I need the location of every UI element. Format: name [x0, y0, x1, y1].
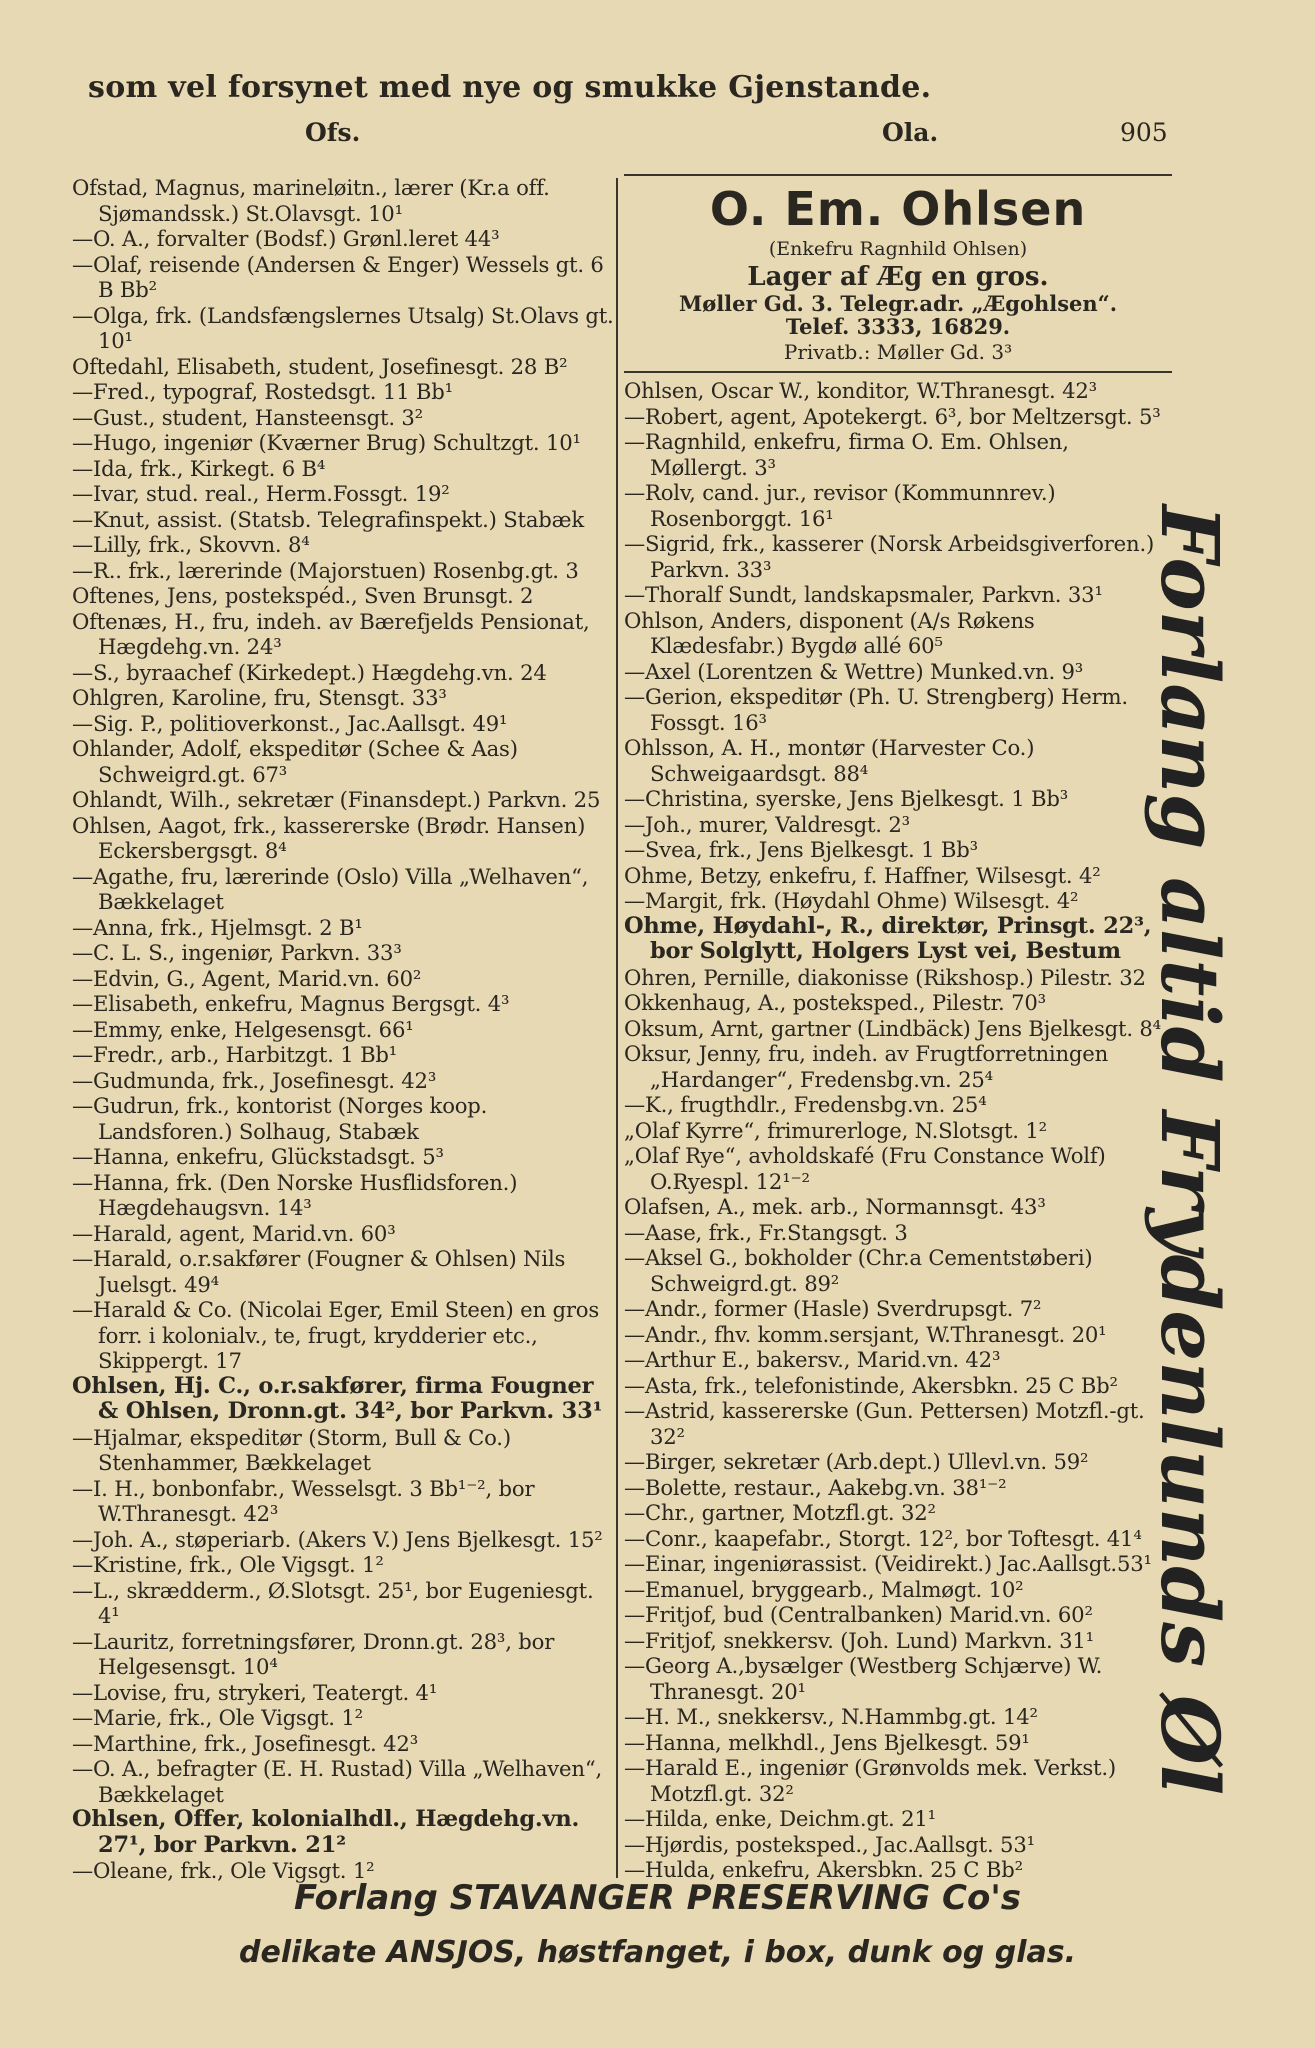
directory-entry: —H. M., snekkersv., N.Hammbg.gt. 14²: [624, 1704, 1038, 1729]
directory-entry: —Margit, frk. (Høydahl Ohme) Wilsesgt. 4²: [624, 888, 1079, 913]
directory-entry: Okkenhaug, A., posteksped., Pilestr. 70³: [624, 990, 1046, 1015]
directory-entry: —Conr., kaapefabr., Storgt. 12², bor Toftesgt. 41⁴: [624, 1525, 1142, 1551]
directory-entry: —Rolv, cand. jur., revisor (Kommunnrev.) Rosenborggt. 16¹: [624, 480, 1056, 531]
ad-private-address: Privatb.: Møller Gd. 3³: [783, 340, 1013, 364]
directory-entry: —Gust., student, Hansteensgt. 3²: [72, 404, 423, 430]
directory-entry: —Oleane, frk., Ole Vigsgt. 1²: [72, 1858, 375, 1883]
directory-entry: Ohlson, Anders, disponent (A/s Røkens Klædesfabr.) Bygdø allé 60⁵: [624, 607, 1035, 658]
directory-entry: „Olaf Rye“, avholdskafé (Fru Constance Wolf) O.Ryespl. 12¹⁻²: [624, 1143, 1106, 1194]
directory-entry: Oftedahl, Elisabeth, student, Josefinesgt. 28 B²: [72, 353, 568, 379]
directory-entry: —Joh. A., støperiarb. (Akers V.) Jens Bjelkesgt. 15²: [72, 1526, 603, 1552]
directory-entry: —Bolette, restaur., Aakebg.vn. 38¹⁻²: [624, 1474, 1007, 1500]
ad-telephone: Telef. 3333, 16829.: [785, 314, 1011, 339]
directory-entry: Oksum, Arnt, gartner (Lindbäck) Jens Bjelkesgt. 8⁴: [624, 1015, 1161, 1041]
directory-entry: —Sig. P., politioverkonst., Jac.Aallsgt. 49¹: [72, 710, 508, 736]
directory-entry: —O. A., forvalter (Bodsf.) Grønl.leret 44³: [72, 226, 500, 251]
directory-entry: —Lilly, frk., Skovvn. 8⁴: [72, 532, 310, 557]
directory-entry: Ohlandt, Wilh., sekretær (Finansdept.) Parkvn. 25: [72, 787, 601, 812]
ad-company-name: O. Em. Ohlsen: [709, 182, 1087, 236]
side-ad-text: Forlang altid Frydenlunds Øl: [1143, 505, 1237, 1796]
directory-entry: —Andr., fhv. komm.sersjant, W.Thranesgt. 20¹: [624, 1321, 1107, 1347]
side-advertisement: [1143, 505, 1292, 1796]
directory-entry: —Kristine, frk., Ole Vigsgt. 1²: [72, 1552, 384, 1577]
directory-entry: —Emanuel, bryggearb., Malmøgt. 10²: [624, 1576, 1024, 1602]
directory-entry: —Andr., former (Hasle) Sverdrupsgt. 7²: [624, 1296, 1042, 1321]
left-column: [72, 175, 614, 1884]
directory-entry: —Elisabeth, enkefru, Magnus Bergsgt. 4³: [72, 991, 510, 1016]
running-head-middle: Ola.: [882, 118, 939, 147]
directory-entry: —Ivar, stud. real., Herm.Fossgt. 19²: [72, 481, 450, 506]
directory-entry: —Hanna, frk. (Den Norske Husflidsforen.) Hægdehaugsvn. 14³: [72, 1169, 518, 1220]
directory-entry: —S., byraachef (Kirkedept.) Hægdehg.vn. 24: [72, 659, 547, 685]
directory-entry: Ohme, Høydahl-, R., direktør, Prinsgt. 22³, bor Solglytt, Holgers Lyst vei, Bestum: [624, 912, 1152, 964]
directory-entry: —Fred., typograf, Rostedsgt. 11 Bb¹: [72, 379, 453, 404]
right-column: [624, 378, 1172, 1883]
ad-lager: Lager af Æg en gros.: [747, 262, 1049, 292]
directory-entry: —Anna, frk., Hjelmsgt. 2 B¹: [72, 914, 363, 940]
directory-entry: —Gerion, ekspeditør (Ph. U. Strengberg) Herm. Fossgt. 16³: [624, 684, 1128, 735]
directory-entry: —Harald, agent, Marid.vn. 60³: [72, 1220, 396, 1246]
directory-entry: —Aase, frk., Fr.Stangsgt. 3: [624, 1219, 908, 1245]
bottom-advertisement-line-1: Forlang STAVANGER PRESERVING Co's: [294, 1878, 1021, 1918]
directory-entry: —K., frugthdlr., Fredensbg.vn. 25⁴: [624, 1092, 987, 1117]
directory-entry: Oksur, Jenny, fru, indeh. av Frugtforretningen „Hardanger“, Fredensbg.vn. 25⁴: [624, 1041, 1109, 1092]
directory-entry: —Fritjof, bud (Centralbanken) Marid.vn. 60²: [624, 1602, 1093, 1627]
directory-entry: Ohlsen, Offer, kolonialhdl., Hægdehg.vn. 27¹, bor Parkvn. 21²: [72, 1806, 580, 1858]
directory-entry: —Sigrid, frk., kasserer (Norsk Arbeidsgiverforen.) Parkvn. 33³: [624, 531, 1155, 582]
directory-entry: Ohlander, Adolf, ekspeditør (Schee & Aas) Schweigrd.gt. 67³: [72, 736, 518, 787]
directory-entry: —C. L. S., ingeniør, Parkvn. 33³: [72, 940, 402, 965]
directory-entry: Ohlgren, Karoline, fru, Stensgt. 33³: [72, 685, 447, 710]
ad-subtitle: (Enkefru Ragnhild Ohlsen): [768, 238, 1028, 260]
directory-entry: —Arthur E., bakersv., Marid.vn. 42³: [624, 1347, 1001, 1372]
directory-entry: —Gudmunda, frk., Josefinesgt. 42³: [72, 1067, 437, 1093]
directory-entry: Ohlsen, Aagot, frk., kassererske (Brødr. Hansen) Eckersbergsgt. 8⁴: [72, 812, 586, 863]
directory-entry: —Gudrun, frk., kontorist (Norges koop. Landsforen.) Solhaug, Stabæk: [72, 1093, 488, 1144]
directory-entry: —Asta, frk., telefonistinde, Akersbkn. 25 C Bb²: [624, 1372, 1118, 1398]
directory-entry: —Hanna, melkhdl., Jens Bjelkesgt. 59¹: [624, 1729, 1030, 1755]
directory-entry: —Hugo, ingeniør (Kværner Brug) Schultzgt. 10¹: [72, 430, 581, 455]
ad-address: Møller Gd. 3. Telegr.adr. „Ægohlsen“.: [678, 291, 1118, 316]
directory-entry: —Joh., murer, Valdresgt. 2³: [624, 811, 910, 837]
directory-entry: „Olaf Kyrre“, frimurerloge, N.Slotsgt. 1²: [624, 1117, 1047, 1143]
directory-entry: —Christina, syerske, Jens Bjelkesgt. 1 Bb³: [624, 786, 1069, 811]
directory-entry: —Robert, agent, Apotekergt. 6³, bor Meltzersgt. 5³: [624, 403, 1161, 429]
directory-entry: —Einar, ingeniørassist. (Veidirekt.) Jac.Aallsgt.53¹: [624, 1551, 1152, 1576]
directory-entry: —Fredr., arb., Harbitzgt. 1 Bb¹: [72, 1042, 398, 1067]
directory-entry: —Hilda, enke, Deichm.gt. 21¹: [624, 1806, 936, 1831]
top-advertisement: som vel forsynet med nye og smukke Gjenstande.: [88, 70, 932, 105]
directory-entry: —I. H., bonbonfabr., Wesselsgt. 3 Bb¹⁻², bor W.Thranesgt. 42³: [72, 1475, 535, 1526]
directory-entry: —Ragnhild, enkefru, firma O. Em. Ohlsen, Møllergt. 3³: [624, 429, 1069, 480]
directory-entry: —Hulda, enkefru, Akersbkn. 25 C Bb²: [624, 1857, 1023, 1882]
directory-entry: —Fritjof, snekkersv. (Joh. Lund) Markvn. 31¹: [624, 1627, 1094, 1653]
directory-entry: —Hjalmar, ekspeditør (Storm, Bull & Co.) Stenhammer, Bækkelaget: [72, 1424, 511, 1475]
directory-entry: —Thoralf Sundt, landskapsmaler, Parkvn. 33¹: [624, 582, 1103, 607]
column-divider: [616, 178, 618, 1878]
directory-entry: —Birger, sekretær (Arb.dept.) Ullevl.vn. 59²: [624, 1449, 1089, 1474]
directory-entry: Ohren, Pernille, diakonisse (Rikshosp.) Pilestr. 32: [624, 964, 1146, 990]
directory-entry: —Aksel G., bokholder (Chr.a Cementstøberi) Schweigrd.gt. 89²: [624, 1245, 1093, 1296]
directory-entry: —L., skrædderm., Ø.Slotsgt. 25¹, bor Eugeniesgt. 4¹: [72, 1577, 594, 1628]
bottom-advertisement-line-2: delikate ANSJOS, høstfanget, i box, dunk og glas.: [239, 1935, 1076, 1970]
directory-entry: —Ida, frk., Kirkegt. 6 B⁴: [72, 455, 326, 481]
directory-entry: Ohlsen, Hj. C., o.r.sakfører, firma Fougner & Ohlsen, Dronn.gt. 34², bor Parkvn. 33¹: [72, 1372, 603, 1424]
directory-entry: Ohlsson, A. H., montør (Harvester Co.) Schweigaardsgt. 88⁴: [624, 735, 1035, 786]
directory-entry: —Hjørdis, posteksped., Jac.Aallsgt. 53¹: [624, 1831, 1035, 1857]
directory-entry: —Hanna, enkefru, Glückstadsgt. 5³: [72, 1144, 444, 1169]
directory-entry: —Harald E., ingeniør (Grønvolds mek. Verkst.) Motzfl.gt. 32²: [624, 1755, 1116, 1806]
directory-entry: —Axel (Lorentzen & Wettre) Munked.vn. 9³: [624, 658, 1084, 684]
directory-entry: —Edvin, G., Agent, Marid.vn. 60²: [72, 965, 422, 991]
directory-entry: —Chr., gartner, Motzfl.gt. 32²: [624, 1500, 936, 1525]
directory-entry: Ohme, Betzy, enkefru, f. Haffner, Wilsesgt. 4²: [624, 862, 1101, 888]
directory-entry: —Olga, frk. (Landsfængslernes Utsalg) St.Olavs gt. 10¹: [72, 302, 614, 353]
directory-entry: —Svea, frk., Jens Bjelkesgt. 1 Bb³: [624, 837, 978, 862]
ohlsen-advertisement: [624, 174, 1172, 373]
directory-entry: Ohlsen, Oscar W., konditor, W.Thranesgt. 42³: [624, 378, 1097, 403]
directory-entry: Ofstad, Magnus, marineløitn., lærer (Kr.a off. Sjømandssk.) St.Olavsgt. 10¹: [72, 175, 550, 226]
directory-entry: —Georg A.,bysælger (Westberg Schjærve) W. Thranesgt. 20¹: [624, 1653, 1103, 1704]
directory-entry: —Lovise, fru, strykeri, Teatergt. 4¹: [72, 1679, 438, 1705]
directory-entry: —Olaf, reisende (Andersen & Enger) Wessels gt. 6 B Bb²: [72, 251, 604, 302]
page-number: 905: [1120, 118, 1168, 147]
running-head-left: Ofs.: [305, 118, 361, 147]
directory-entry: —Agathe, fru, lærerinde (Oslo) Villa „Welhaven“, Bækkelaget: [72, 863, 589, 914]
directory-entry: —Lauritz, forretningsfører, Dronn.gt. 28³, bor Helgesensgt. 10⁴: [72, 1628, 555, 1679]
directory-entry: —Marthine, frk., Josefinesgt. 42³: [72, 1730, 418, 1756]
directory-entry: —Harald & Co. (Nicolai Eger, Emil Steen) en gros forr. i kolonialv., te, frugt, krydderier etc., Skippergt. 17: [72, 1297, 599, 1373]
directory-entry: —Astrid, kassererske (Gun. Pettersen) Motzfl.-gt. 32²: [624, 1398, 1145, 1449]
directory-entry: Oftenes, Jens, postekspéd., Sven Brunsgt. 2: [72, 583, 534, 608]
directory-entry: Oftenæs, H., fru, indeh. av Bærefjelds Pensionat, Hægdehg.vn. 24³: [72, 608, 590, 659]
directory-entry: —Emmy, enke, Helgesensgt. 66¹: [72, 1016, 414, 1042]
directory-entry: —R.. frk., lærerinde (Majorstuen) Rosenbg.gt. 3: [72, 557, 579, 583]
directory-entry: —Knut, assist. (Statsb. Telegrafinspekt.) Stabæk: [72, 506, 585, 532]
directory-entry: —O. A., befragter (E. H. Rustad) Villa „Welhaven“, Bækkelaget: [72, 1756, 603, 1807]
directory-entry: —Harald, o.r.sakfører (Fougner & Ohlsen) Nils Juelsgt. 49⁴: [72, 1246, 566, 1297]
directory-entry: —Marie, frk., Ole Vigsgt. 1²: [72, 1705, 363, 1730]
directory-entry: Olafsen, A., mek. arb., Normannsgt. 43³: [624, 1194, 1046, 1219]
